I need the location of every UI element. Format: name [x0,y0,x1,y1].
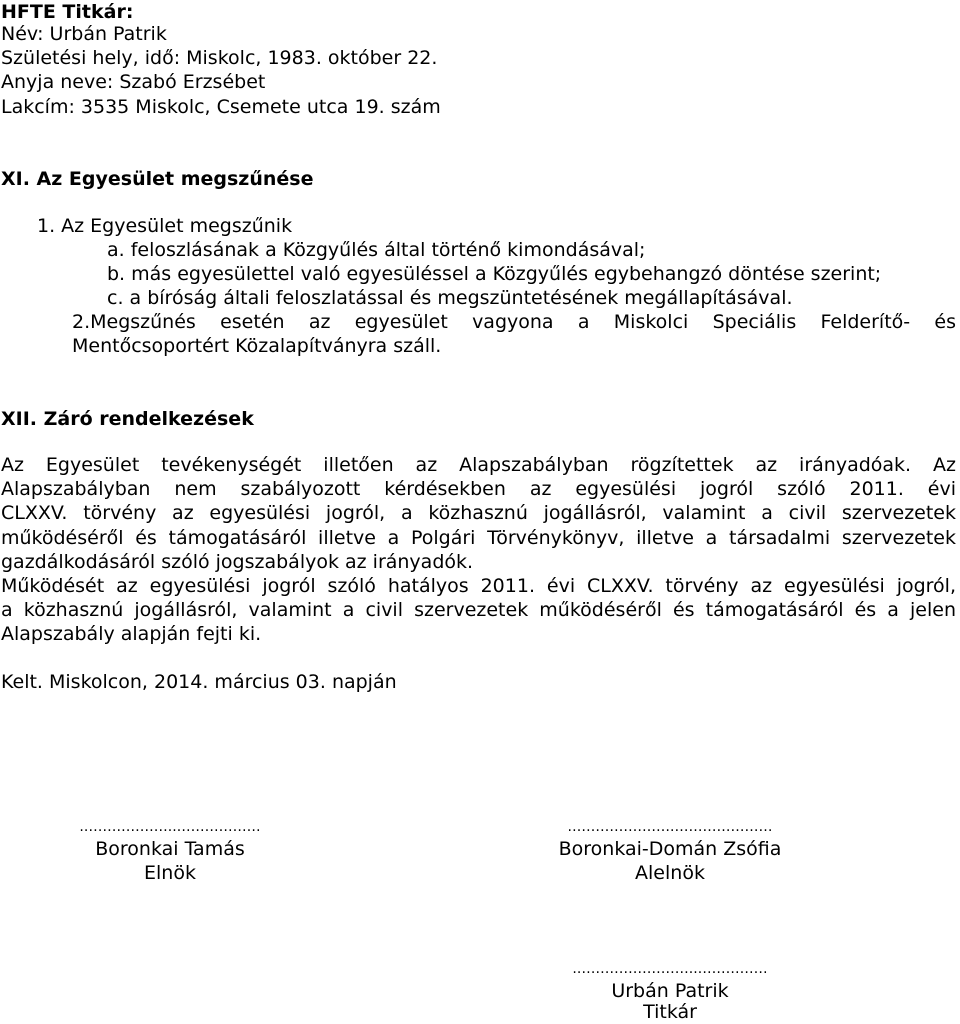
section-12-heading: XII. Záró rendelkezések [1,408,254,430]
section-12-p1-line-3: CLXXV. törvény az egyesülési jogról, a közhasznú jogállásról, valamint a civil szervezetek [1,502,956,524]
header-mother: Anyja neve: Szabó Erzsébet [1,71,266,93]
section-11-item-1: 1. Az Egyesület megszűnik [37,215,293,237]
signature-line-president: .………………..……………… [79,819,261,835]
section-12-p2-line-2: a közhasznú jogállásról, valamint a civil szervezetek működéséről és támogatásáról és a jelen [1,599,956,621]
signature-role-vice-president: Alelnök [635,862,705,884]
signature-role-secretary: Titkár [643,1001,697,1023]
section-12-p2-line-1: Működését az egyesülési jogról szóló hatályos 2011. évi CLXXV. törvény az egyesülési jogról, [1,575,956,597]
section-11-item-2-line-2: Mentőcsoportért Közalapítványra száll. [72,335,442,357]
section-11-item-1c: c. a bíróság általi feloszlatással és megszüntetésének megállapításával. [107,287,793,309]
section-11-heading: XI. Az Egyesület megszűnése [1,168,314,190]
signature-role-president: Elnök [144,862,196,884]
section-12-p1-line-2: Alapszabályban nem szabályozott kérdésekben az egyesülési jogról szóló 2011. évi [1,478,956,500]
section-12-p1-line-4: működéséről és támogatásáról illetve a Polgári Törvénykönyv, illetve a társadalmi szervezetek [1,527,956,549]
signature-name-vice-president: Boronkai-Domán Zsófia [558,838,782,860]
signature-line-secretary: .……………………..…………… [572,961,768,977]
kelt-line: Kelt. Miskolcon, 2014. március 03. napján [1,671,397,693]
section-11-item-1b: b. más egyesülettel való egyesüléssel a Közgyűlés egybehangzó döntése szerint; [107,263,882,285]
section-11-item-2-line-1: 2.Megszűnés esetén az egyesület vagyona a Miskolci Speciális Felderítő- és [72,311,956,333]
signature-name-president: Boronkai Tamás [95,838,245,860]
section-11-item-1a: a. feloszlásának a Közgyűlés által történő kimondásával; [107,239,646,261]
section-12-p2-line-3: Alapszabály alapján fejti ki. [1,623,262,645]
header-birth: Születési hely, idő: Miskolc, 1983. október 22. [1,47,438,69]
header-name: Név: Urbán Patrik [1,23,167,45]
section-12-p1-line-1: Az Egyesület tevékenységét illetően az Alapszabályban rögzítettek az irányadóak. Az [1,454,956,476]
signature-line-vice-president: .………………….………………… [567,819,773,835]
section-12-p1-line-5: gazdálkodásáról szóló jogszabályok az irányadók. [1,551,474,573]
header-title: HFTE Titkár: [1,1,134,23]
header-address: Lakcím: 3535 Miskolc, Csemete utca 19. szám [1,96,441,118]
signature-name-secretary: Urbán Patrik [611,980,729,1002]
